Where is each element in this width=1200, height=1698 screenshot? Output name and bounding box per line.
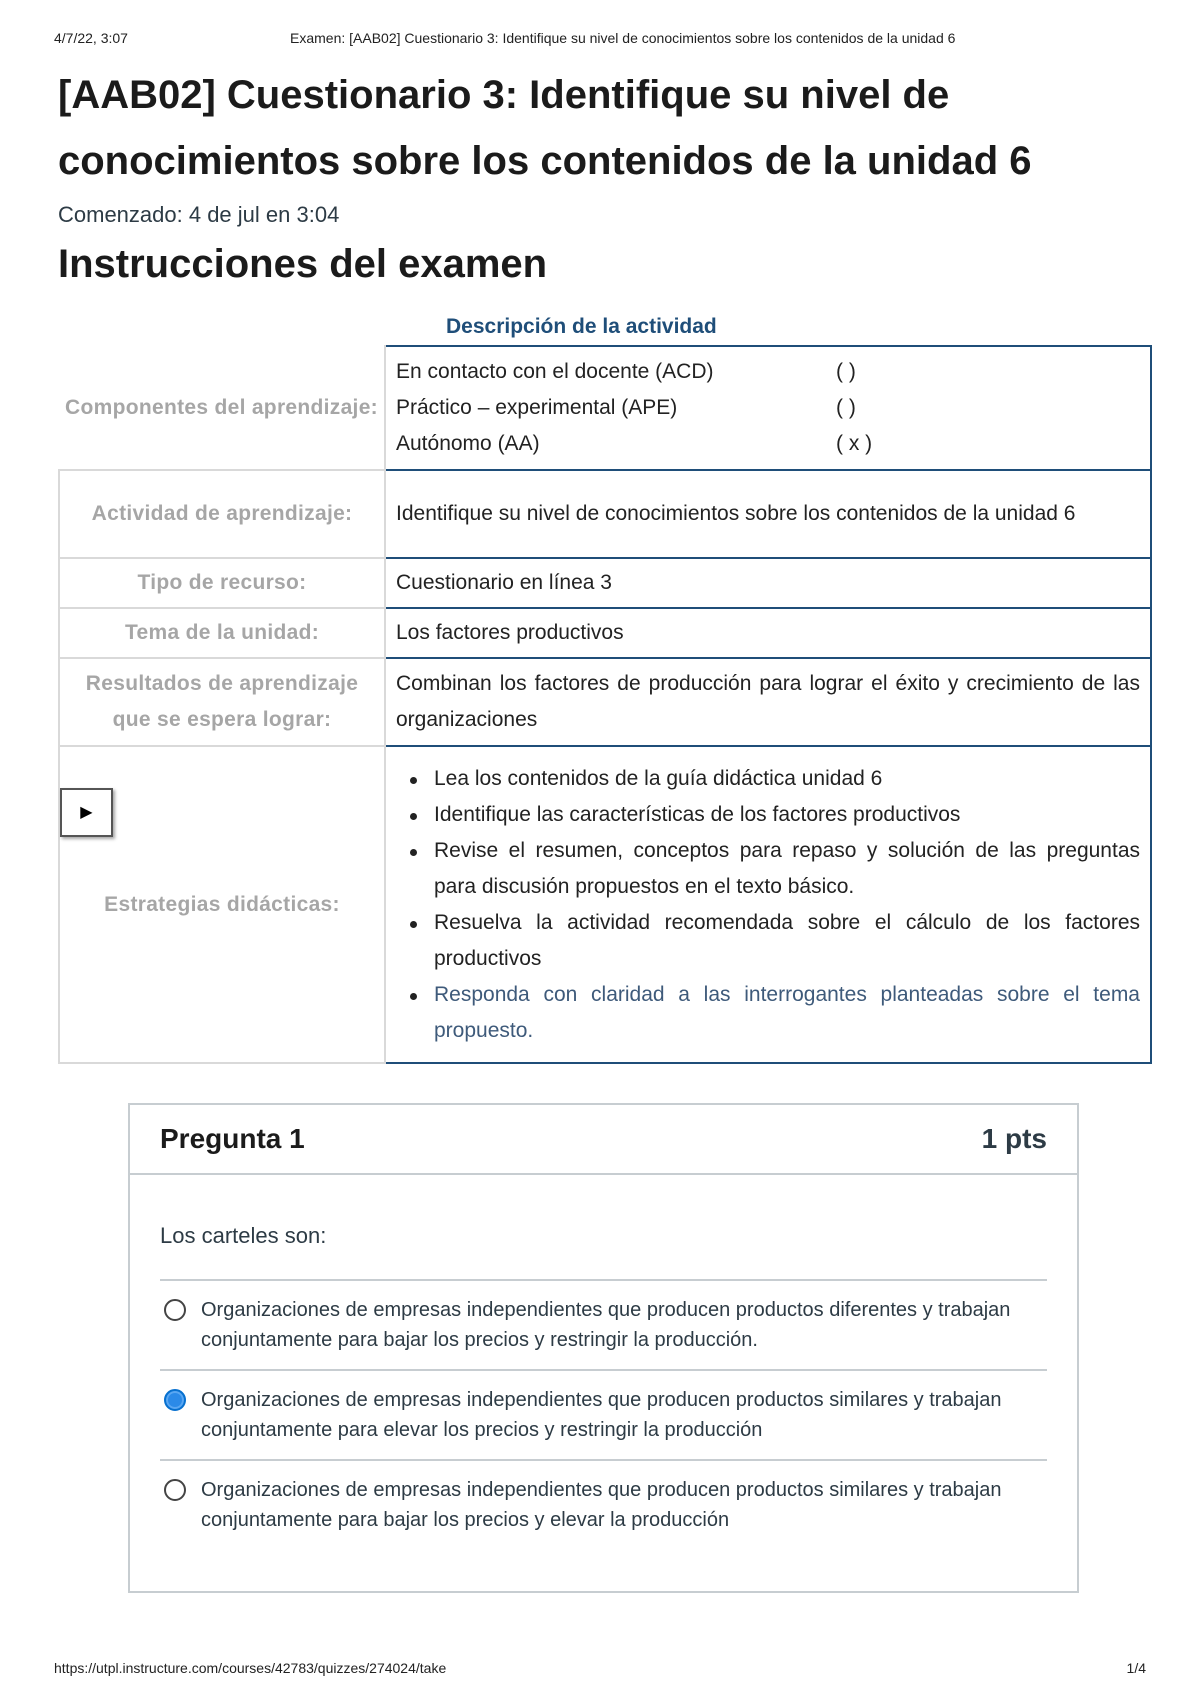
component-row bbox=[396, 390, 1140, 426]
component-row bbox=[396, 426, 1140, 462]
learning-results-label: Resultados de aprendizaje que se espera lograr: bbox=[59, 658, 385, 746]
list-item: Identifique las características de los factores productivos bbox=[396, 797, 1140, 833]
instructions-heading: Instrucciones del examen bbox=[58, 242, 548, 286]
table-row bbox=[59, 608, 1151, 658]
answer-text[interactable]: Organizaciones de empresas independientes que producen productos similares y trabajan conjuntamente para elevar los precios y restringir la producción bbox=[201, 1389, 1002, 1441]
print-date: 4/7/22, 3:07 bbox=[54, 30, 128, 46]
radio-button[interactable] bbox=[164, 1479, 186, 1501]
unit-topic-value: Los factores productivos bbox=[385, 608, 1151, 658]
strategies-value bbox=[385, 746, 1151, 1063]
list-item: Resuelva la actividad recomendada sobre el cálculo de los factores productivos bbox=[396, 905, 1140, 977]
strategies-list bbox=[396, 755, 1140, 1055]
page-number: 1/4 bbox=[1126, 1660, 1146, 1676]
quiz-title: [AAB02] Cuestionario 3: Identifique su nivel de conocimientos sobre los contenidos de la unidad 6 bbox=[58, 73, 1032, 183]
answer-list bbox=[160, 1279, 1047, 1549]
component-mark: ( ) bbox=[836, 396, 856, 419]
radio-button-selected[interactable] bbox=[164, 1389, 186, 1411]
answer-option[interactable] bbox=[160, 1281, 1047, 1371]
component-mark: ( ) bbox=[836, 360, 856, 383]
component-name: En contacto con el docente (ACD) bbox=[396, 360, 714, 383]
learning-results-value: Combinan los factores de producción para lograr el éxito y crecimiento de las organizaciones bbox=[385, 658, 1151, 746]
resource-type-value: Cuestionario en línea 3 bbox=[385, 558, 1151, 608]
question-card bbox=[128, 1103, 1079, 1593]
table-row bbox=[59, 658, 1151, 746]
table-row bbox=[59, 558, 1151, 608]
question-points: 1 pts bbox=[981, 1123, 1047, 1154]
unit-topic-label: Tema de la unidad: bbox=[59, 608, 385, 658]
answer-option[interactable] bbox=[160, 1371, 1047, 1461]
table-row bbox=[59, 346, 1151, 470]
question-name: Pregunta 1 bbox=[160, 1123, 305, 1154]
components-label: Componentes del aprendizaje: bbox=[59, 346, 385, 470]
quiz-started-time: Comenzado: 4 de jul en 3:04 bbox=[58, 202, 340, 227]
strategies-label: Estrategias didácticas: bbox=[104, 893, 340, 916]
list-item: Revise el resumen, conceptos para repaso y solución de las preguntas para discusión propuestos en el texto básico. bbox=[396, 833, 1140, 905]
list-item: Lea los contenidos de la guía didáctica unidad 6 bbox=[396, 761, 1140, 797]
play-icon[interactable]: ▶ bbox=[60, 788, 113, 837]
component-name: Autónomo (AA) bbox=[396, 432, 540, 455]
answer-text[interactable]: Organizaciones de empresas independientes que producen productos diferentes y trabajan conjuntamente para bajar los precios y restringir la producción. bbox=[201, 1299, 1011, 1351]
question-header bbox=[130, 1105, 1077, 1175]
component-mark: ( x ) bbox=[836, 432, 873, 455]
activity-label: Actividad de aprendizaje: bbox=[59, 470, 385, 558]
strategies-label-cell bbox=[59, 746, 385, 1063]
table-row bbox=[59, 746, 1151, 1063]
question-body bbox=[130, 1175, 1077, 1549]
print-document-title: Examen: [AAB02] Cuestionario 3: Identifique su nivel de conocimientos sobre los contenidos de la unidad 6 bbox=[290, 30, 956, 46]
page-url[interactable]: https://utpl.instructure.com/courses/42783/quizzes/274024/take bbox=[54, 1660, 447, 1676]
component-name: Práctico – experimental (APE) bbox=[396, 396, 678, 419]
component-row bbox=[396, 354, 1140, 390]
activity-description-table bbox=[58, 345, 1152, 1064]
activity-value: Identifique su nivel de conocimientos sobre los contenidos de la unidad 6 bbox=[385, 470, 1151, 558]
radio-button[interactable] bbox=[164, 1299, 186, 1321]
answer-text[interactable]: Organizaciones de empresas independientes que producen productos similares y trabajan conjuntamente para bajar los precios y elevar la producción bbox=[201, 1479, 1002, 1531]
resource-type-label: Tipo de recurso: bbox=[59, 558, 385, 608]
table-row bbox=[59, 470, 1151, 558]
answer-option[interactable] bbox=[160, 1461, 1047, 1549]
print-header bbox=[54, 30, 1146, 50]
question-text: Los carteles son: bbox=[160, 1223, 327, 1248]
activity-caption: Descripción de la actividad bbox=[446, 315, 717, 338]
list-item: Responda con claridad a las interrogantes planteadas sobre el tema propuesto. bbox=[396, 977, 1140, 1049]
components-value bbox=[385, 346, 1151, 470]
